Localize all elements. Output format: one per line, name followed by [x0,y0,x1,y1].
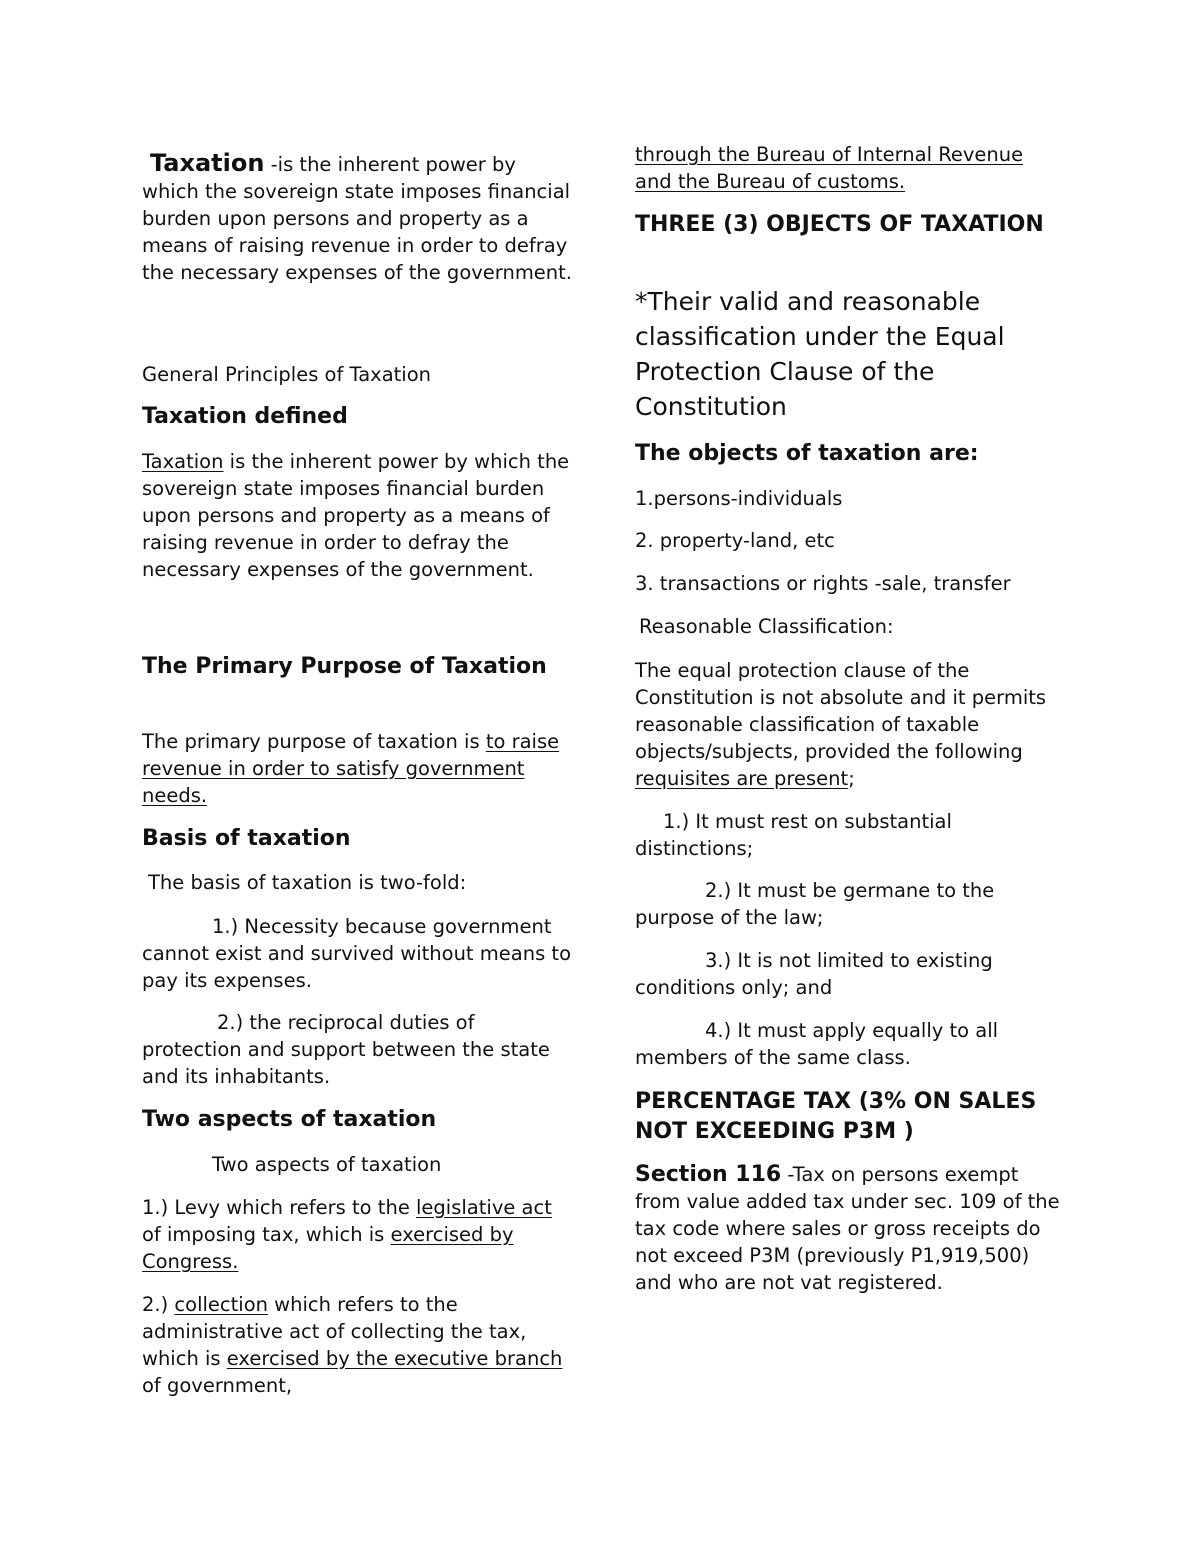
levy-underlined-2: exercised by Congress. [142,1223,514,1273]
continuation-paragraph [635,141,1065,195]
equal-text-a: The equal protection clause of the Constitution is not absolute and it permits reasonable classification of taxable objects/subjects, provided the following [635,659,1047,763]
section-label: Section 116 [635,1162,782,1187]
defined-text: is the inherent power by which the sovereign state imposes financial burden upon persons and property as a means of raising revenue in order to defray the necessary expenses of the government. [142,450,570,581]
heading-taxation-defined: Taxation defined [142,404,348,429]
requisite-3: 3.) It is not limited to existing conditions only; and [635,949,993,999]
intro-text: -is the inherent power by which the sovereign state imposes financial burden upon persons and property as a means of raising revenue in order to defray the necessary expenses of the government. [142,153,573,284]
levy-underlined-1: legislative act [416,1196,552,1219]
continuation-underlined: through the Bureau of Internal Revenue and the Bureau of customs. [635,143,1024,193]
defined-term: Taxation [142,450,224,473]
collection-text-a: 2.) [142,1293,175,1316]
heading-two-aspects: Two aspects of taxation [142,1107,437,1132]
section-text: -Tax on persons exempt from value added tax under sec. 109 of the tax code where sales or gross receipts do not exceed P3M (previously P1,919,500) and who are not vat registered. [635,1163,1060,1294]
reasonable-classification-label: Reasonable Classification: [639,615,894,638]
heading-objects-are: The objects of taxation are: [635,441,979,466]
heading-three-objects: THREE (3) OBJECTS OF TAXATION [635,212,1044,237]
classification-statement: *Their valid and reasonable classification under the Equal Protection Clause of the Constitution [635,287,1005,421]
intro-paragraph [142,150,572,286]
section-116-paragraph [635,1161,1065,1296]
equal-protection-paragraph [635,657,1065,792]
levy-paragraph [142,1194,572,1275]
levy-text-a: 1.) Levy which refers to the [142,1196,417,1219]
collection-underlined-2: exercised by the executive branch [226,1347,563,1370]
object-item-2: 2. property-land, etc [635,529,835,552]
collection-text-c: of government, [142,1374,293,1397]
general-principles-label: General Principles of Taxation [142,363,432,386]
aspects-intro: Two aspects of taxation [212,1153,442,1176]
requisite-4: 4.) It must apply equally to all members of the same class. [635,1019,999,1069]
heading-basis: Basis of taxation [142,826,351,851]
heading-primary-purpose: The Primary Purpose of Taxation [142,654,547,679]
basis-item-2: 2.) the reciprocal duties of protection and support between the state and its inhabitants. [142,1011,550,1088]
basis-item-1: 1.) Necessity because government cannot exist and survived without means to pay its expenses. [142,915,572,992]
collection-underlined-1: collection [174,1293,268,1316]
equal-text-b: ; [848,767,855,790]
heading-percentage-tax: PERCENTAGE TAX (3% ON SALES NOT EXCEEDING P3M ) [635,1089,1037,1144]
primary-text: The primary purpose of taxation is [142,730,486,753]
primary-underlined: to raise revenue in order to satisfy government needs. [142,730,560,807]
primary-paragraph [142,728,572,809]
collection-text-b: which refers to the administrative act of collecting the tax, which is [142,1293,527,1370]
requisite-1: 1.) It must rest on substantial distinctions; [635,810,952,860]
equal-underlined: requisites are present [635,767,849,790]
collection-paragraph [142,1291,572,1399]
object-item-1: 1.persons-individuals [635,487,843,510]
object-item-3: 3. transactions or rights -sale, transfer [635,572,1011,595]
basis-intro: The basis of taxation is two-fold: [148,871,467,894]
levy-text-b: of imposing tax, which is [142,1223,391,1246]
intro-term: Taxation [150,149,265,177]
defined-paragraph [142,448,572,583]
requisite-2: 2.) It must be germane to the purpose of the law; [635,879,995,929]
